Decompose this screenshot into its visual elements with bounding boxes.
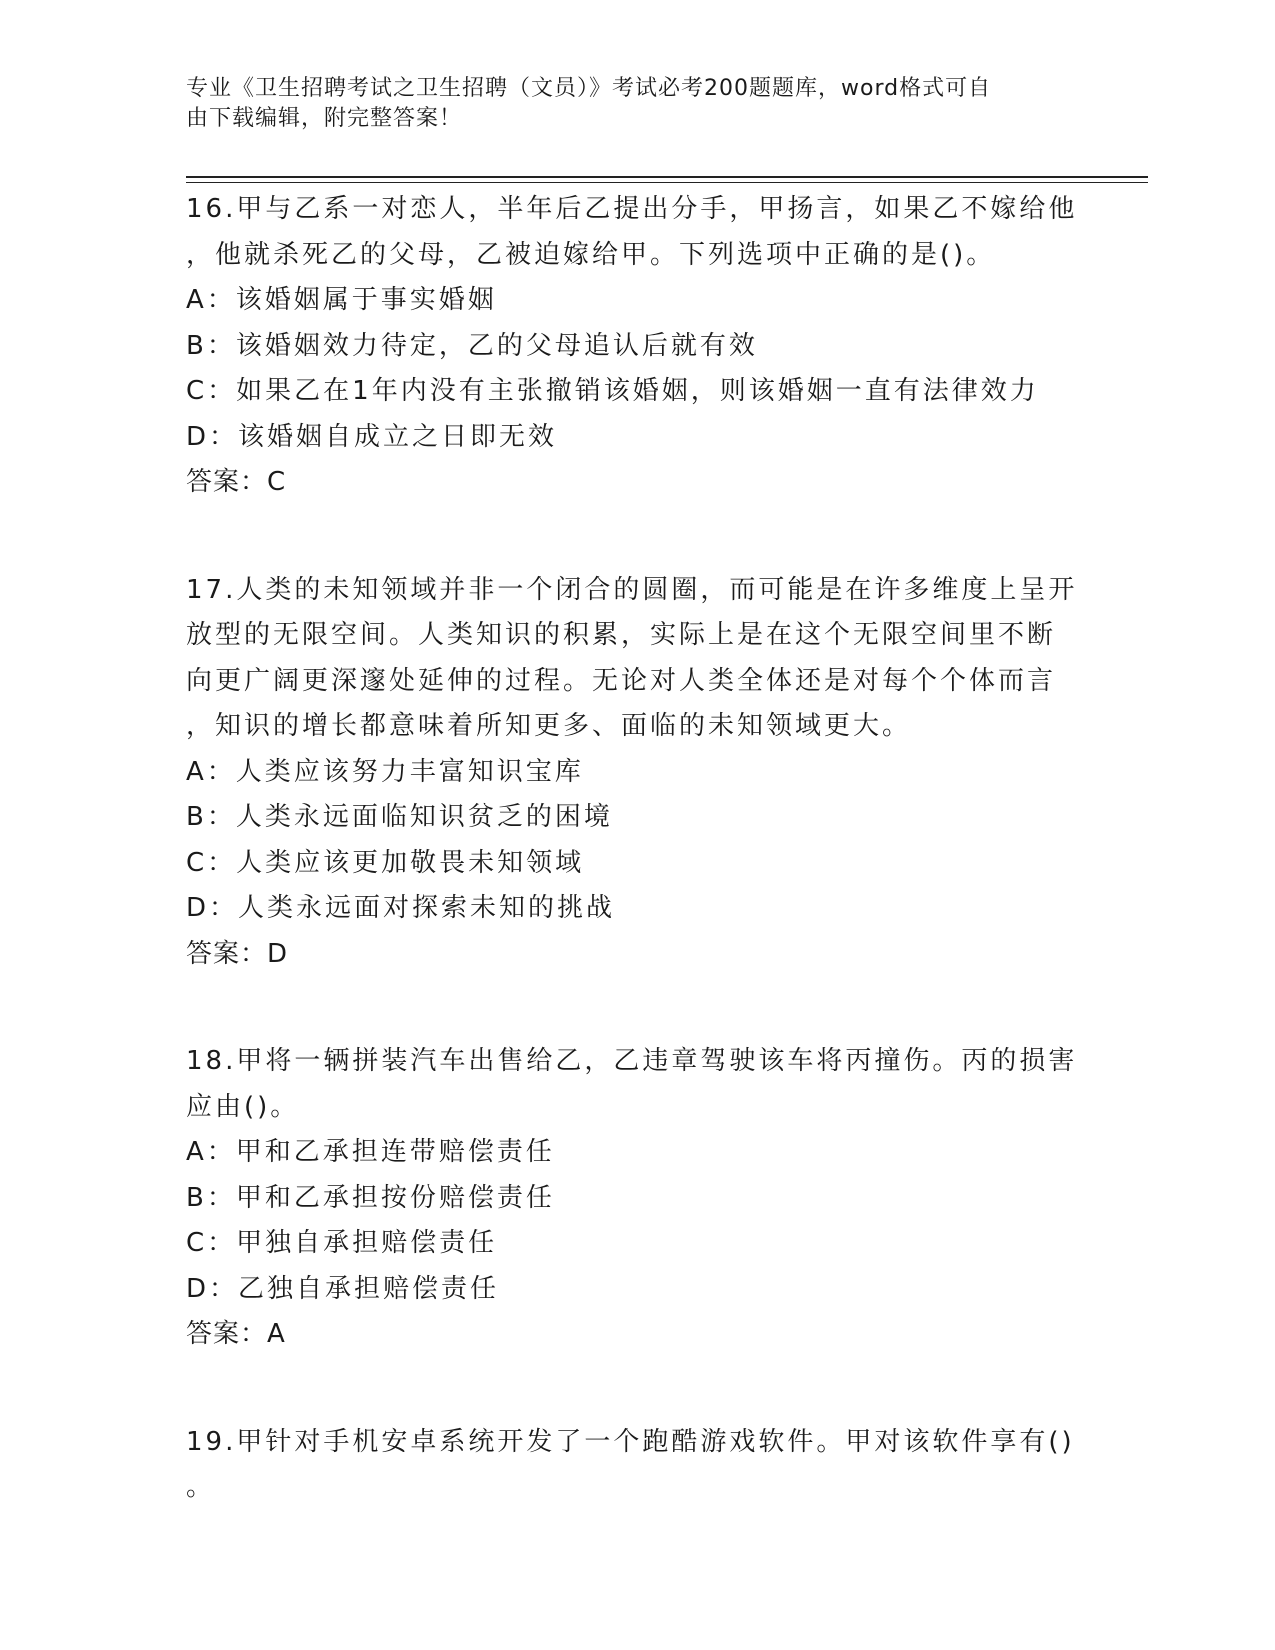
option-a: A：该婚姻属于事实婚姻 — [186, 285, 497, 315]
question-text-line: 16.甲与乙系一对恋人，半年后乙提出分手，甲扬言，如果乙不嫁给他 — [186, 194, 1078, 224]
question-list — [186, 187, 1086, 1573]
question-text-line: 向更广阔更深邃处延伸的过程。无论对人类全体还是对每个个体而言 — [186, 665, 1057, 696]
header-divider-thin — [186, 182, 1148, 183]
question-17 — [186, 568, 1086, 978]
option-b: B：该婚姻效力待定，乙的父母追认后就有效 — [186, 330, 758, 361]
answer-line: 答案：C — [186, 467, 287, 497]
question-text-line: 17.人类的未知领域并非一个闭合的圆圈，而可能是在许多维度上呈开 — [186, 574, 1078, 605]
option-b: B：人类永远面临知识贫乏的困境 — [186, 802, 613, 832]
answer-line: 答案：A — [186, 1319, 286, 1349]
question-18 — [186, 1039, 1086, 1358]
question-text-line: 。 — [186, 1472, 216, 1502]
question-text-line: ，他就杀死乙的父母，乙被迫嫁给甲。下列选项中正确的是()。 — [186, 239, 996, 270]
header-title-line-2: 由下载编辑，附完整答案！ — [186, 106, 463, 131]
option-d: D：该婚姻自成立之日即无效 — [186, 421, 558, 452]
option-d: D：乙独自承担赔偿责任 — [186, 1273, 500, 1304]
question-19 — [186, 1420, 1086, 1511]
option-d: D：人类永远面对探索未知的挑战 — [186, 893, 616, 923]
question-text-line: 19.甲针对手机安卓系统开发了一个跑酷游戏软件。甲对该软件享有() — [186, 1426, 1075, 1457]
question-text-line: ，知识的增长都意味着所知更多、面临的未知领域更大。 — [186, 711, 912, 741]
option-c: C：人类应该更加敬畏未知领域 — [186, 847, 585, 878]
question-text-line: 应由()。 — [186, 1091, 300, 1122]
header-title-line-1: 专业《卫生招聘考试之卫生招聘（文员）》考试必考200题题库，word格式可自 — [186, 76, 992, 101]
option-c: C：甲独自承担赔偿责任 — [186, 1228, 498, 1258]
option-c: C：如果乙在1年内没有主张撤销该婚姻，则该婚姻一直有法律效力 — [186, 376, 1039, 406]
option-a: A：人类应该努力丰富知识宝库 — [186, 756, 584, 787]
question-16 — [186, 187, 1086, 506]
option-b: B：甲和乙承担按份赔偿责任 — [186, 1182, 555, 1213]
document-header — [186, 74, 1066, 134]
answer-line: 答案：D — [186, 938, 289, 969]
question-text-line: 18.甲将一辆拼装汽车出售给乙，乙违章驾驶该车将丙撞伤。丙的损害 — [186, 1046, 1078, 1076]
question-text-line: 放型的无限空间。人类知识的积累，实际上是在这个无限空间里不断 — [186, 620, 1057, 650]
header-divider-thick — [186, 176, 1148, 178]
option-a: A：甲和乙承担连带赔偿责任 — [186, 1137, 555, 1167]
